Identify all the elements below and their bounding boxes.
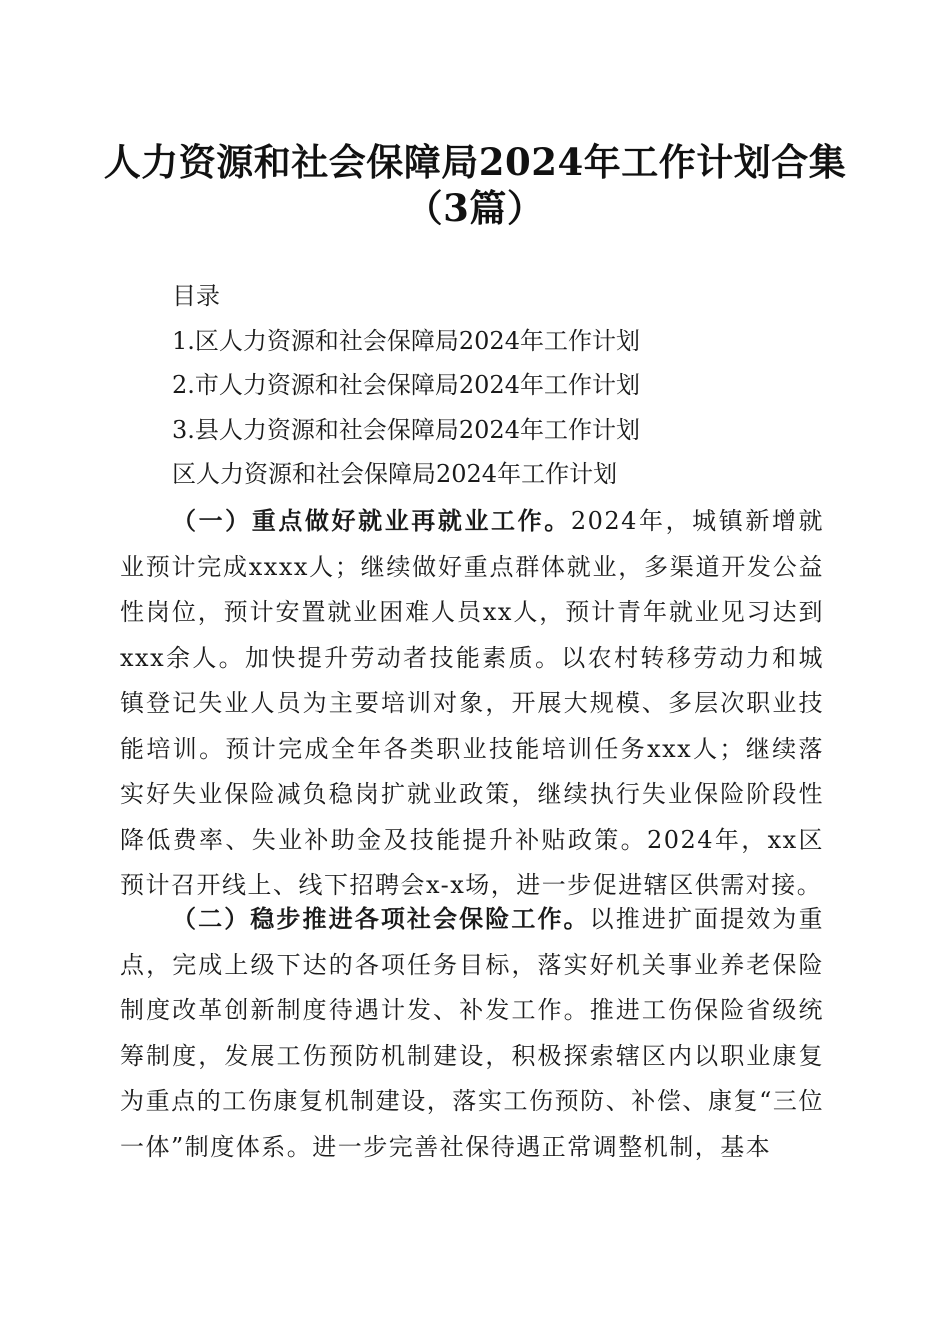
toc-heading: 目录 [172, 282, 220, 310]
toc-item: 1.区人力资源和社会保障局2024年工作计划 [172, 326, 640, 355]
document-title: 人力资源和社会保障局2024年工作计划合集 [103, 140, 847, 184]
toc-item: 3.县人力资源和社会保障局2024年工作计划 [172, 415, 640, 444]
paragraph-lead: （一）重点做好就业再就业工作。 [172, 506, 571, 535]
paragraph-employment [120, 498, 824, 909]
paragraph-lead: （二）稳步推进各项社会保险工作。 [172, 904, 590, 933]
toc-item: 2.市人力资源和社会保障局2024年工作计划 [172, 371, 640, 399]
paragraph-social-insurance [120, 896, 824, 1170]
paragraph-body: 2024年，城镇新增就业预计完成xxxx人；继续做好重点群体就业，多渠道开发公益性岗位，预计安置就业困难人员xx人，预计青年就业见习达到xxx余人。加快提升劳动者技能素质。以农村转移劳动力和城镇登记失业人员为主要培训对象，开展大规模、多层次职业技能培训。预计完成全年各类职业技能培训任务xxx人；继续落实好失业保险减负稳岗扩就业政策，继续执行失业保险阶段性降低费率、失业补助金及技能提升补贴政策。2024年，xx区预计召开线上、线下招聘会x-x场，进一步促进辖区供需对接。 [120, 507, 825, 899]
paragraph-body: 以推进扩面提效为重点，完成上级下达的各项任务目标，落实好机关事业养老保险制度改革创新制度待遇计发、补发工作。推进工伤保险省级统筹制度，发展工伤预防机制建设，积极探索辖区内以职业康复为重点的工伤康复机制建设，落实工伤预防、补偿、康复“三位一体”制度体系。进一步完善社保待遇正常调整机制，基本 [120, 905, 825, 1161]
section-title: 区人力资源和社会保障局2024年工作计划 [172, 460, 618, 488]
document-subtitle: （3篇） [405, 186, 545, 230]
table-of-contents [120, 274, 832, 497]
